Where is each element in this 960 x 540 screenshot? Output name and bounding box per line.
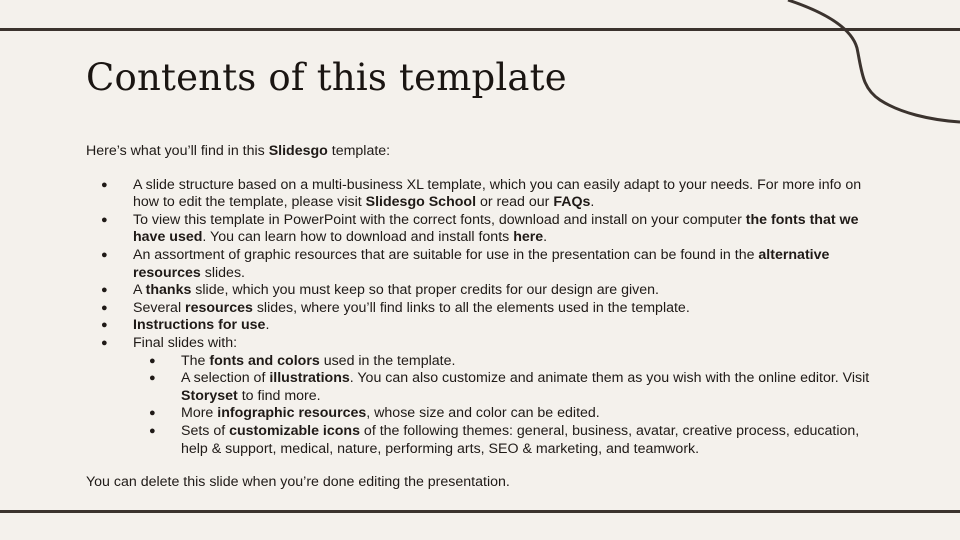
fonts-here-link[interactable]: here — [513, 229, 544, 246]
slidesgo-brand: Slidesgo — [268, 143, 328, 159]
slidesgo-school-link[interactable]: Slidesgo School — [365, 194, 477, 211]
fonts-used-link[interactable]: the fonts that we have used — [133, 211, 859, 246]
instructions-text: Instructions for use — [133, 317, 266, 334]
bottom-rule — [0, 510, 960, 513]
intro-text: Here’s what you’ll find in this Slidesgo template: — [86, 143, 391, 159]
list-item-structure: ● A slide structure based on a multi-business XL template, which you can easily adapt to your needs. For more info on how to edit the template, please visit Slidesgo School or read our FAQs. — [86, 177, 886, 212]
bullet-list — [86, 177, 886, 459]
page-title: Contents of this template — [86, 56, 567, 99]
sublist-item-icons: ● Sets of customizable icons of the following themes: general, business, avatar, creative process, education, help & support, medical, nature, performing arts, SEO & marketing, and teamwork. — [133, 423, 886, 458]
list-item-final-slides: ● Final slides with: ● The fonts and colors used in the template. ● A selection of illustrations. You can also customize and animate them as you wish with the online editor. Visit Storyset to find more. ● More infographic resources, whose size and color can be edited. ● Sets of customizable icons of the following themes: general, business, avatar, creative process, education, help & support, medical, nature, performing arts, SEO & marketing, and teamwork. — [86, 335, 886, 458]
sublist-item-infographics: ● More infographic resources, whose size and color can be edited. — [133, 405, 886, 423]
list-item-thanks: ● A thanks slide, which you must keep so that proper credits for our design are given. — [86, 282, 886, 300]
sublist-item-fonts-colors: ● The fonts and colors used in the template. — [133, 353, 886, 371]
list-item-graphic-resources: ● An assortment of graphic resources that are suitable for use in the presentation can be found in the alternative resources slides. — [86, 247, 886, 282]
final-slides-sublist — [133, 353, 886, 459]
outro-text: You can delete this slide when you’re done editing the presentation. — [86, 474, 510, 491]
list-item-instructions: ● Instructions for use. — [86, 317, 886, 335]
resources-text: resources — [185, 299, 253, 316]
alternative-resources-text: alternative resources — [133, 246, 830, 281]
sublist-item-illustrations: ● A selection of illustrations. You can also customize and animate them as you wish with the online editor. Visit Storyset to find more. — [133, 370, 886, 405]
thanks-text: thanks — [145, 282, 192, 299]
content-body — [86, 143, 886, 492]
faqs-link[interactable]: FAQs — [553, 194, 591, 211]
list-item-fonts: ● To view this template in PowerPoint with the correct fonts, download and install on your computer the fonts that we have used. You can learn how to download and install fonts here. — [86, 212, 886, 247]
storyset-link[interactable]: Storyset — [181, 387, 238, 404]
list-item-resources: ● Several resources slides, where you’ll find links to all the elements used in the template. — [86, 300, 886, 318]
